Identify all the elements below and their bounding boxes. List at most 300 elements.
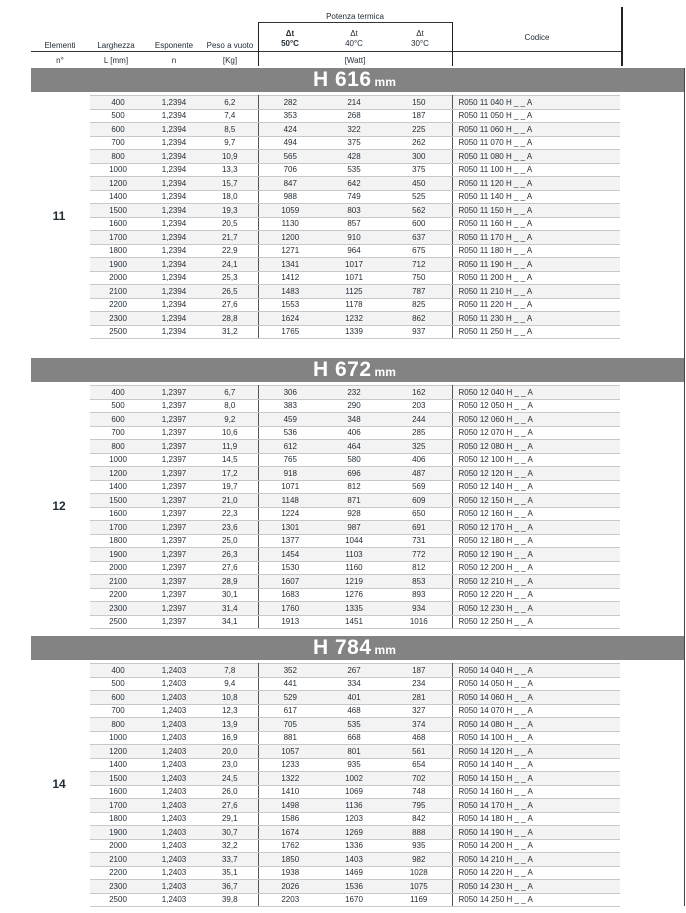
cell-esponente: 1,2403 xyxy=(146,812,202,826)
cell-peso: 9,4 xyxy=(202,677,258,691)
header-dt30-temp: 30°C xyxy=(411,39,429,48)
cell-esponente: 1,2403 xyxy=(146,785,202,799)
cell-dt30: 712 xyxy=(386,258,452,272)
cell-esponente: 1,2397 xyxy=(146,602,202,616)
cell-dt50: 441 xyxy=(258,677,322,691)
cell-larghezza: 2300 xyxy=(90,602,146,616)
cell-peso: 34,1 xyxy=(202,615,258,629)
cell-esponente: 1,2394 xyxy=(146,109,202,123)
cell-dt30: 234 xyxy=(386,677,452,691)
cell-peso: 13,3 xyxy=(202,163,258,177)
cell-dt40: 1136 xyxy=(322,799,386,813)
table-row xyxy=(90,866,620,880)
cell-larghezza: 1400 xyxy=(90,758,146,772)
cell-peso: 20,5 xyxy=(202,217,258,231)
cell-codice: R050 11 150 H _ _ A xyxy=(452,204,620,218)
cell-esponente: 1,2403 xyxy=(146,731,202,745)
cell-codice: R050 14 220 H _ _ A xyxy=(452,866,620,880)
cell-larghezza: 2000 xyxy=(90,839,146,853)
cell-dt30: 374 xyxy=(386,718,452,732)
cell-codice: R050 14 180 H _ _ A xyxy=(452,812,620,826)
cell-larghezza: 2000 xyxy=(90,561,146,575)
cell-larghezza: 2300 xyxy=(90,880,146,894)
cell-dt30: 300 xyxy=(386,150,452,164)
cell-dt40: 1125 xyxy=(322,285,386,299)
cell-codice: R050 11 180 H _ _ A xyxy=(452,244,620,258)
cell-dt50: 353 xyxy=(258,109,322,123)
cell-larghezza: 2500 xyxy=(90,893,146,907)
cell-larghezza: 800 xyxy=(90,150,146,164)
cell-larghezza: 2200 xyxy=(90,866,146,880)
cell-dt50: 765 xyxy=(258,453,322,467)
cell-esponente: 1,2403 xyxy=(146,826,202,840)
cell-esponente: 1,2403 xyxy=(146,691,202,705)
cell-dt50: 1224 xyxy=(258,507,322,521)
cell-dt30: 244 xyxy=(386,413,452,427)
table-row xyxy=(90,548,620,562)
cell-dt50: 424 xyxy=(258,123,322,137)
cell-esponente: 1,2394 xyxy=(146,217,202,231)
cell-dt50: 1271 xyxy=(258,244,322,258)
cell-peso: 25,0 xyxy=(202,534,258,548)
cell-codice: R050 11 050 H _ _ A xyxy=(452,109,620,123)
cell-esponente: 1,2403 xyxy=(146,799,202,813)
table-row xyxy=(90,480,620,494)
cell-larghezza: 700 xyxy=(90,426,146,440)
cell-codice: R050 14 150 H _ _ A xyxy=(452,772,620,786)
cell-peso: 17,2 xyxy=(202,467,258,481)
cell-larghezza: 2000 xyxy=(90,271,146,285)
cell-dt50: 1410 xyxy=(258,785,322,799)
cell-esponente: 1,2397 xyxy=(146,480,202,494)
header-potenza-underline xyxy=(258,22,452,23)
cell-esponente: 1,2397 xyxy=(146,413,202,427)
cell-codice: R050 11 220 H _ _ A xyxy=(452,298,620,312)
cell-dt50: 1148 xyxy=(258,494,322,508)
cell-dt40: 1269 xyxy=(322,826,386,840)
cell-esponente: 1,2394 xyxy=(146,96,202,110)
cell-peso: 31,2 xyxy=(202,325,258,339)
cell-dt50: 1322 xyxy=(258,772,322,786)
cell-dt50: 1130 xyxy=(258,217,322,231)
table-row xyxy=(90,494,620,508)
cell-codice: R050 11 100 H _ _ A xyxy=(452,163,620,177)
cell-codice: R050 11 160 H _ _ A xyxy=(452,217,620,231)
cell-dt50: 306 xyxy=(258,386,322,400)
cell-esponente: 1,2394 xyxy=(146,312,202,326)
cell-peso: 31,4 xyxy=(202,602,258,616)
cell-peso: 22,3 xyxy=(202,507,258,521)
cell-dt40: 428 xyxy=(322,150,386,164)
cell-esponente: 1,2397 xyxy=(146,548,202,562)
cell-larghezza: 2300 xyxy=(90,312,146,326)
cell-peso: 20,0 xyxy=(202,745,258,759)
cell-larghezza: 2100 xyxy=(90,853,146,867)
cell-dt30: 450 xyxy=(386,177,452,191)
cell-codice: R050 14 210 H _ _ A xyxy=(452,853,620,867)
cell-peso: 19,7 xyxy=(202,480,258,494)
cell-dt50: 847 xyxy=(258,177,322,191)
header-dt50-temp: 50°C xyxy=(281,39,299,48)
cell-peso: 9,7 xyxy=(202,136,258,150)
cell-dt50: 536 xyxy=(258,426,322,440)
cell-larghezza: 600 xyxy=(90,691,146,705)
cell-dt40: 642 xyxy=(322,177,386,191)
table-row xyxy=(90,258,620,272)
cell-dt30: 1016 xyxy=(386,615,452,629)
cell-peso: 9,2 xyxy=(202,413,258,427)
cell-codice: R050 12 170 H _ _ A xyxy=(452,521,620,535)
cell-peso: 14,5 xyxy=(202,453,258,467)
cell-peso: 10,8 xyxy=(202,691,258,705)
cell-dt40: 935 xyxy=(322,758,386,772)
cell-dt30: 375 xyxy=(386,163,452,177)
cell-codice: R050 11 070 H _ _ A xyxy=(452,136,620,150)
cell-dt40: 1069 xyxy=(322,785,386,799)
cell-dt50: 1071 xyxy=(258,480,322,494)
cell-dt30: 325 xyxy=(386,440,452,454)
cell-dt30: 675 xyxy=(386,244,452,258)
cell-peso: 22,9 xyxy=(202,244,258,258)
cell-dt40: 1335 xyxy=(322,602,386,616)
cell-larghezza: 1000 xyxy=(90,163,146,177)
cell-codice: R050 12 040 H _ _ A xyxy=(452,386,620,400)
cell-codice: R050 11 210 H _ _ A xyxy=(452,285,620,299)
table-row xyxy=(90,588,620,602)
table-row xyxy=(90,853,620,867)
section-title: H 616 mm xyxy=(313,68,396,91)
cell-peso: 6,2 xyxy=(202,96,258,110)
cell-larghezza: 1700 xyxy=(90,799,146,813)
cell-larghezza: 2500 xyxy=(90,325,146,339)
cell-larghezza: 1700 xyxy=(90,521,146,535)
cell-codice: R050 11 120 H _ _ A xyxy=(452,177,620,191)
cell-esponente: 1,2397 xyxy=(146,494,202,508)
cell-codice: R050 12 070 H _ _ A xyxy=(452,426,620,440)
cell-codice: R050 11 230 H _ _ A xyxy=(452,312,620,326)
table-row xyxy=(90,772,620,786)
cell-dt30: 600 xyxy=(386,217,452,231)
data-table-h784 xyxy=(90,663,620,907)
cell-peso: 25,3 xyxy=(202,271,258,285)
cell-esponente: 1,2394 xyxy=(146,150,202,164)
cell-dt30: 281 xyxy=(386,691,452,705)
cell-larghezza: 800 xyxy=(90,718,146,732)
cell-dt30: 468 xyxy=(386,731,452,745)
cell-dt50: 1412 xyxy=(258,271,322,285)
cell-codice: R050 12 220 H _ _ A xyxy=(452,588,620,602)
cell-dt30: 327 xyxy=(386,704,452,718)
table-row xyxy=(90,298,620,312)
cell-codice: R050 11 080 H _ _ A xyxy=(452,150,620,164)
cell-codice: R050 12 140 H _ _ A xyxy=(452,480,620,494)
table-row xyxy=(90,677,620,691)
cell-esponente: 1,2403 xyxy=(146,704,202,718)
cell-dt50: 1850 xyxy=(258,853,322,867)
cell-codice: R050 14 200 H _ _ A xyxy=(452,839,620,853)
cell-dt40: 1044 xyxy=(322,534,386,548)
cell-dt50: 617 xyxy=(258,704,322,718)
cell-dt50: 494 xyxy=(258,136,322,150)
cell-dt40: 1071 xyxy=(322,271,386,285)
cell-peso: 15,7 xyxy=(202,177,258,191)
cell-larghezza: 1500 xyxy=(90,204,146,218)
cell-codice: R050 12 230 H _ _ A xyxy=(452,602,620,616)
cell-peso: 7,4 xyxy=(202,109,258,123)
cell-dt40: 871 xyxy=(322,494,386,508)
cell-esponente: 1,2403 xyxy=(146,893,202,907)
cell-codice: R050 14 100 H _ _ A xyxy=(452,731,620,745)
table-row xyxy=(90,123,620,137)
header-potenza-termica: Potenza termica xyxy=(326,12,384,21)
table-row xyxy=(90,731,620,745)
cell-dt30: 888 xyxy=(386,826,452,840)
table-row xyxy=(90,325,620,339)
cell-dt40: 401 xyxy=(322,691,386,705)
table-row xyxy=(90,453,620,467)
cell-dt50: 1938 xyxy=(258,866,322,880)
cell-peso: 28,8 xyxy=(202,312,258,326)
cell-esponente: 1,2397 xyxy=(146,386,202,400)
cell-dt40: 468 xyxy=(322,704,386,718)
elementi-value: 12 xyxy=(52,499,66,513)
cell-codice: R050 12 190 H _ _ A xyxy=(452,548,620,562)
cell-codice: R050 12 180 H _ _ A xyxy=(452,534,620,548)
table-row xyxy=(90,691,620,705)
cell-dt40: 375 xyxy=(322,136,386,150)
cell-dt40: 1451 xyxy=(322,615,386,629)
table-row xyxy=(90,602,620,616)
cell-codice: R050 12 160 H _ _ A xyxy=(452,507,620,521)
cell-dt50: 1674 xyxy=(258,826,322,840)
cell-dt30: 1075 xyxy=(386,880,452,894)
cell-esponente: 1,2403 xyxy=(146,839,202,853)
cell-larghezza: 1700 xyxy=(90,231,146,245)
cell-larghezza: 500 xyxy=(90,109,146,123)
table-row xyxy=(90,190,620,204)
unit-larghezza: L [mm] xyxy=(103,56,129,65)
cell-esponente: 1,2403 xyxy=(146,677,202,691)
cell-peso: 6,7 xyxy=(202,386,258,400)
cell-dt40: 910 xyxy=(322,231,386,245)
cell-dt50: 1454 xyxy=(258,548,322,562)
table-row xyxy=(90,244,620,258)
section-band-h672 xyxy=(31,358,685,382)
cell-dt30: 637 xyxy=(386,231,452,245)
cell-esponente: 1,2394 xyxy=(146,190,202,204)
cell-dt40: 1276 xyxy=(322,588,386,602)
cell-codice: R050 14 120 H _ _ A xyxy=(452,745,620,759)
cell-codice: R050 12 100 H _ _ A xyxy=(452,453,620,467)
cell-codice: R050 12 120 H _ _ A xyxy=(452,467,620,481)
cell-dt50: 1530 xyxy=(258,561,322,575)
cell-dt30: 609 xyxy=(386,494,452,508)
cell-dt40: 964 xyxy=(322,244,386,258)
cell-dt40: 334 xyxy=(322,677,386,691)
cell-peso: 7,8 xyxy=(202,664,258,678)
cell-dt50: 1683 xyxy=(258,588,322,602)
cell-codice: R050 11 170 H _ _ A xyxy=(452,231,620,245)
cell-larghezza: 500 xyxy=(90,677,146,691)
cell-dt30: 982 xyxy=(386,853,452,867)
table-row xyxy=(90,507,620,521)
cell-dt40: 1203 xyxy=(322,812,386,826)
cell-dt40: 987 xyxy=(322,521,386,535)
cell-dt50: 1341 xyxy=(258,258,322,272)
cell-peso: 19,3 xyxy=(202,204,258,218)
cell-dt40: 1232 xyxy=(322,312,386,326)
cell-larghezza: 1600 xyxy=(90,785,146,799)
data-table-h672 xyxy=(90,385,620,629)
cell-peso: 26,0 xyxy=(202,785,258,799)
cell-dt50: 1498 xyxy=(258,799,322,813)
cell-esponente: 1,2397 xyxy=(146,615,202,629)
cell-larghezza: 1400 xyxy=(90,190,146,204)
table-row xyxy=(90,575,620,589)
cell-codice: R050 14 040 H _ _ A xyxy=(452,664,620,678)
cell-dt50: 1553 xyxy=(258,298,322,312)
unit-elementi: n° xyxy=(56,56,64,65)
cell-dt30: 262 xyxy=(386,136,452,150)
cell-larghezza: 800 xyxy=(90,440,146,454)
cell-peso: 26,3 xyxy=(202,548,258,562)
table-row xyxy=(90,799,620,813)
cell-peso: 18,0 xyxy=(202,190,258,204)
cell-larghezza: 700 xyxy=(90,136,146,150)
cell-dt30: 562 xyxy=(386,204,452,218)
section-band-h784 xyxy=(31,636,685,660)
cell-codice: R050 14 060 H _ _ A xyxy=(452,691,620,705)
cell-dt40: 1017 xyxy=(322,258,386,272)
cell-esponente: 1,2403 xyxy=(146,866,202,880)
cell-codice: R050 11 250 H _ _ A xyxy=(452,325,620,339)
table-row xyxy=(90,426,620,440)
cell-dt50: 565 xyxy=(258,150,322,164)
cell-dt40: 535 xyxy=(322,718,386,732)
cell-codice: R050 14 230 H _ _ A xyxy=(452,880,620,894)
cell-dt40: 348 xyxy=(322,413,386,427)
table-row xyxy=(90,163,620,177)
cell-dt50: 881 xyxy=(258,731,322,745)
cell-dt40: 1103 xyxy=(322,548,386,562)
cell-codice: R050 14 070 H _ _ A xyxy=(452,704,620,718)
cell-dt40: 268 xyxy=(322,109,386,123)
cell-dt40: 696 xyxy=(322,467,386,481)
section-title: H 784 mm xyxy=(313,636,396,659)
cell-dt30: 187 xyxy=(386,664,452,678)
header-dt40-symbol: Δt xyxy=(350,29,358,38)
unit-peso: [Kg] xyxy=(222,56,238,65)
table-row xyxy=(90,467,620,481)
cell-dt30: 795 xyxy=(386,799,452,813)
cell-esponente: 1,2397 xyxy=(146,588,202,602)
table-row xyxy=(90,204,620,218)
cell-esponente: 1,2394 xyxy=(146,298,202,312)
cell-peso: 39,8 xyxy=(202,893,258,907)
cell-larghezza: 1200 xyxy=(90,745,146,759)
cell-esponente: 1,2394 xyxy=(146,258,202,272)
cell-peso: 28,9 xyxy=(202,575,258,589)
cell-dt50: 612 xyxy=(258,440,322,454)
cell-codice: R050 11 040 H _ _ A xyxy=(452,96,620,110)
table-row xyxy=(90,718,620,732)
cell-dt50: 1762 xyxy=(258,839,322,853)
cell-esponente: 1,2397 xyxy=(146,521,202,535)
cell-esponente: 1,2394 xyxy=(146,204,202,218)
unit-watt: [Watt] xyxy=(344,56,366,65)
cell-codice: R050 14 250 H _ _ A xyxy=(452,893,620,907)
cell-larghezza: 700 xyxy=(90,704,146,718)
cell-peso: 16,9 xyxy=(202,731,258,745)
cell-dt40: 1670 xyxy=(322,893,386,907)
cell-codice: R050 11 060 H _ _ A xyxy=(452,123,620,137)
cell-dt40: 1403 xyxy=(322,853,386,867)
cell-peso: 13,9 xyxy=(202,718,258,732)
cell-dt40: 812 xyxy=(322,480,386,494)
table-row xyxy=(90,399,620,413)
cell-esponente: 1,2397 xyxy=(146,534,202,548)
cell-larghezza: 1500 xyxy=(90,494,146,508)
header-elementi: Elementi xyxy=(44,41,76,50)
cell-peso: 24,1 xyxy=(202,258,258,272)
cell-dt50: 1059 xyxy=(258,204,322,218)
table-row xyxy=(90,109,620,123)
cell-dt30: 937 xyxy=(386,325,452,339)
cell-esponente: 1,2394 xyxy=(146,244,202,258)
header-dt50-symbol: Δt xyxy=(285,29,295,38)
cell-dt30: 225 xyxy=(386,123,452,137)
table-row xyxy=(90,136,620,150)
cell-dt40: 290 xyxy=(322,399,386,413)
cell-peso: 23,6 xyxy=(202,521,258,535)
cell-dt50: 459 xyxy=(258,413,322,427)
cell-dt50: 918 xyxy=(258,467,322,481)
elementi-value: 11 xyxy=(52,209,66,223)
table-row xyxy=(90,386,620,400)
cell-larghezza: 1200 xyxy=(90,467,146,481)
cell-larghezza: 1600 xyxy=(90,507,146,521)
cell-dt40: 464 xyxy=(322,440,386,454)
cell-dt50: 1586 xyxy=(258,812,322,826)
cell-codice: R050 11 190 H _ _ A xyxy=(452,258,620,272)
cell-esponente: 1,2403 xyxy=(146,664,202,678)
cell-dt30: 285 xyxy=(386,426,452,440)
table-row xyxy=(90,812,620,826)
table-row xyxy=(90,561,620,575)
cell-dt40: 1002 xyxy=(322,772,386,786)
cell-dt50: 1377 xyxy=(258,534,322,548)
cell-dt30: 702 xyxy=(386,772,452,786)
cell-dt30: 654 xyxy=(386,758,452,772)
cell-larghezza: 400 xyxy=(90,386,146,400)
header-peso-a-vuoto: Peso a vuoto xyxy=(206,41,254,50)
cell-dt50: 706 xyxy=(258,163,322,177)
cell-dt30: 1169 xyxy=(386,893,452,907)
table-row xyxy=(90,826,620,840)
cell-codice: R050 12 200 H _ _ A xyxy=(452,561,620,575)
cell-larghezza: 2200 xyxy=(90,298,146,312)
cell-codice: R050 14 160 H _ _ A xyxy=(452,785,620,799)
cell-larghezza: 600 xyxy=(90,413,146,427)
cell-codice: R050 14 190 H _ _ A xyxy=(452,826,620,840)
cell-dt30: 842 xyxy=(386,812,452,826)
cell-esponente: 1,2397 xyxy=(146,426,202,440)
cell-peso: 26,5 xyxy=(202,285,258,299)
cell-codice: R050 12 080 H _ _ A xyxy=(452,440,620,454)
cell-esponente: 1,2397 xyxy=(146,467,202,481)
cell-dt40: 1339 xyxy=(322,325,386,339)
cell-larghezza: 400 xyxy=(90,96,146,110)
